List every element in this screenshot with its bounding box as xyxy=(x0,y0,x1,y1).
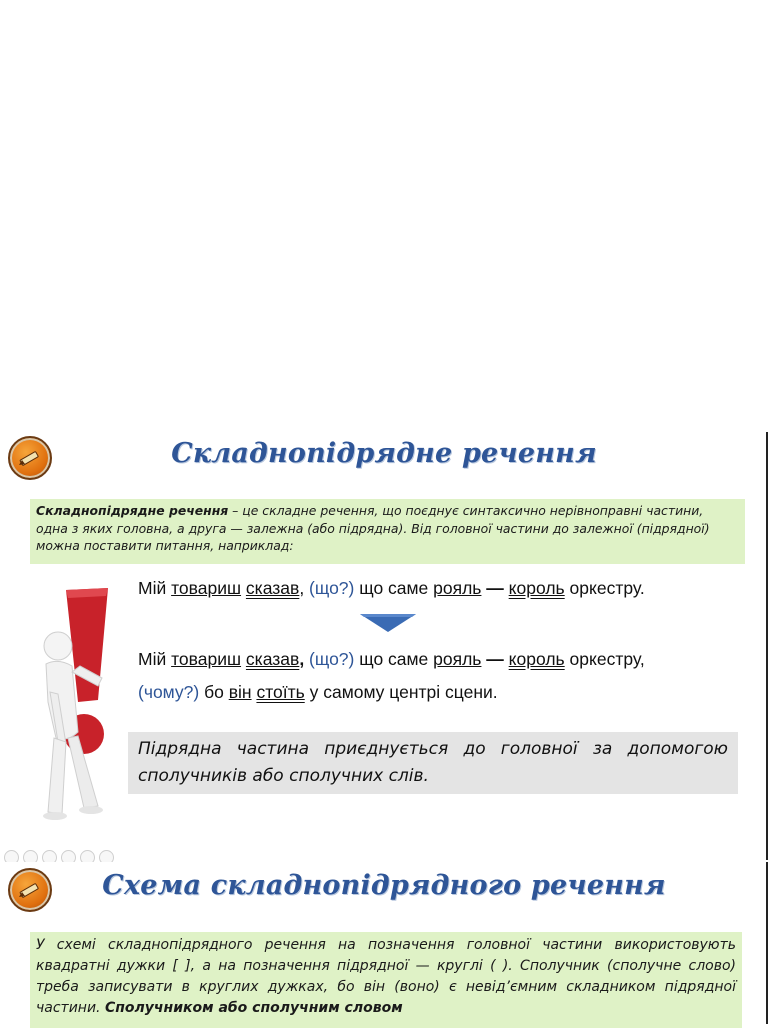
scheme-text-bold: Сполучником або сполучним словом xyxy=(104,1000,403,1016)
predicate-word: король xyxy=(508,649,565,669)
subject-word: рояль xyxy=(433,649,482,669)
definition-box xyxy=(30,499,745,564)
word: що саме xyxy=(354,578,434,598)
definition-text: можна поставити питання, наприклад: xyxy=(36,538,294,553)
subject-word: рояль xyxy=(433,578,482,598)
question-word: (що?) xyxy=(309,578,355,598)
definition-term: Складнопідрядне речення xyxy=(36,503,229,518)
definition-text: одна з яких головна, а друга — залежна (або підрядна). Від головної частини до залежної (підрядної) xyxy=(36,520,710,536)
word: у самому центрі сцени. xyxy=(304,682,498,702)
subject-word: товариш xyxy=(171,649,242,669)
question-word: (чому?) xyxy=(138,682,200,702)
example-sentence-1 xyxy=(138,578,645,599)
note-box: Підрядна частина приєднується до головної за допомогою сполучників або сполучних слів. xyxy=(128,732,738,794)
slide-title: Складнопідрядне речення xyxy=(171,438,597,469)
word: оркестру. xyxy=(564,578,645,598)
predicate-word: сказав xyxy=(245,649,300,669)
predicate-word: король xyxy=(508,578,565,598)
slide-2 xyxy=(0,862,768,1024)
definition-text: – це складне речення, що поєднує синтаксично нерівноправні частини, xyxy=(228,503,704,518)
subject-word: товариш xyxy=(171,578,242,598)
slide-1 xyxy=(0,432,768,860)
scheme-text: У схемі складнопідрядного речення на позначення головної частини використовують квадратні дужки [ ], а на позначення підрядної — круглі ( ). Сполучник (сполучне слово) треба записувати в круглих дужках, бо він (воно) є невід’ємним складником підрядної частини. xyxy=(36,937,736,1016)
slide-title: Схема складнопідрядного речення xyxy=(102,870,666,901)
predicate-word: стоїть xyxy=(256,682,305,702)
word: , xyxy=(299,649,310,669)
word: що саме xyxy=(354,649,434,669)
word: Мій xyxy=(138,578,172,598)
dash: — xyxy=(481,649,509,669)
subject-word: він xyxy=(228,682,252,702)
word: , xyxy=(299,578,310,598)
example-sentence-2-continued xyxy=(138,682,498,703)
down-arrow-icon xyxy=(360,612,416,634)
word: бо xyxy=(199,682,229,702)
predicate-word: сказав xyxy=(245,578,300,598)
word: Мій xyxy=(138,649,172,669)
question-word: (що?) xyxy=(309,649,355,669)
scheme-text-box xyxy=(30,932,742,1028)
word: оркестру, xyxy=(564,649,645,669)
example-sentence-2 xyxy=(138,649,645,670)
exclamation-figure-icon xyxy=(28,582,128,832)
dash: — xyxy=(481,578,509,598)
